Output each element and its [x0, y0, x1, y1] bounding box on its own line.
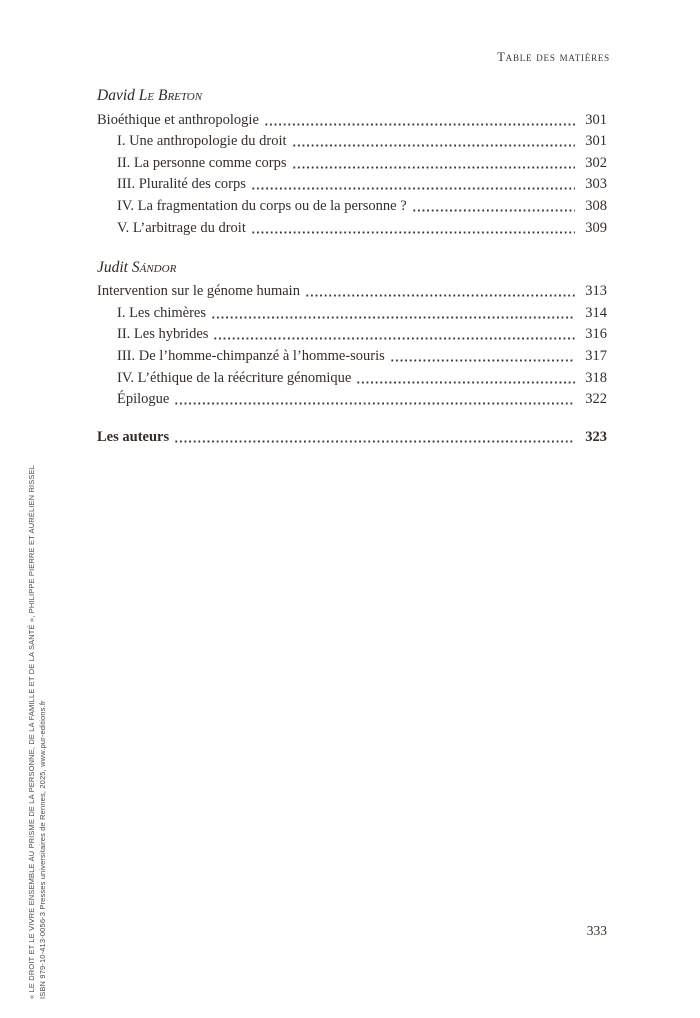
toc-chapter-entry — [97, 109, 607, 131]
toc-entry-label: I. Les chimères — [117, 304, 206, 321]
toc-entry-page: 322 — [585, 391, 607, 408]
toc-entry-label: I. Une anthropologie du droit — [117, 133, 287, 150]
dot-leader — [174, 437, 575, 443]
dot-leader — [356, 378, 575, 384]
dot-leader — [264, 120, 575, 126]
toc-section-entry — [97, 152, 607, 174]
toc-entry-page: 308 — [585, 197, 607, 214]
toc-entry-label: V. L’arbitrage du droit — [117, 219, 246, 236]
toc-section-entry — [97, 131, 607, 153]
toc-entry-page: 301 — [585, 111, 607, 128]
toc-entry-page: 314 — [585, 304, 607, 321]
page-number: 333 — [586, 923, 607, 938]
toc-entry-page: 301 — [585, 133, 607, 150]
dot-leader — [174, 399, 575, 405]
toc-section-entry — [97, 367, 607, 389]
dot-leader — [292, 141, 575, 147]
toc-section-entry — [97, 302, 607, 324]
toc-entry-page: 313 — [585, 283, 607, 300]
author-family-name: Le Breton — [138, 87, 203, 104]
author-name — [97, 259, 607, 281]
toc-entry-page: 309 — [585, 219, 607, 236]
dot-leader — [412, 206, 575, 212]
toc-section-entry — [97, 324, 607, 346]
toc-section-entry — [97, 174, 607, 196]
toc-entry-label: II. La personne comme corps — [117, 154, 287, 171]
toc-entry-page: 318 — [585, 369, 607, 386]
toc-section-entry — [97, 389, 607, 411]
spine-isbn-line: ISBN 979-10-413-0056-3 Presses universitaires de Rennes, 2025, www.pur-editions.fr — [37, 700, 47, 999]
toc-entry-label: III. De l’homme-chimpanzé à l’homme-souris — [117, 347, 385, 364]
dot-leader — [251, 228, 575, 234]
toc-section-entry — [97, 217, 607, 239]
toc-entry-label: III. Pluralité des corps — [117, 176, 246, 193]
spine-book-title: « LE DROIT ET LE VIVRE ENSEMBLE AU PRISME DE LA PERSONNE, DE LA FAMILLE ET DE LA SANTÉ », PHILIPPE PIERRE ET AURÉLIEN RISSEL — [27, 464, 36, 999]
running-head-title: Table des matières — [497, 50, 610, 64]
dot-leader — [213, 334, 575, 340]
toc-section-entry — [97, 345, 607, 367]
toc-section-entry — [97, 195, 607, 217]
table-of-contents — [97, 87, 607, 448]
author-name — [97, 87, 607, 109]
toc-entry-label: IV. L’éthique de la réécriture génomique — [117, 369, 352, 386]
dot-leader — [292, 163, 575, 169]
toc-section-group — [97, 259, 607, 411]
toc-entry-page: 317 — [585, 347, 607, 364]
toc-entry-page: 316 — [585, 326, 607, 343]
toc-entry-page: 323 — [585, 428, 607, 445]
dot-leader — [251, 184, 575, 190]
author-given-name: David — [97, 87, 135, 104]
author-family-name: Sándor — [131, 258, 177, 276]
toc-entry-label: II. Les hybrides — [117, 326, 209, 343]
toc-entry-page: 302 — [585, 154, 607, 171]
toc-entry-label: Intervention sur le génome humain — [97, 283, 300, 300]
toc-entry-label: Épilogue — [117, 391, 170, 408]
toc-chapter-entry — [97, 281, 607, 303]
author-given-name: Judit — [97, 258, 128, 276]
toc-entry-label: Bioéthique et anthropologie — [97, 111, 259, 128]
dot-leader — [211, 313, 575, 319]
spine-copyright-strip — [27, 459, 48, 999]
toc-backmatter-entry — [97, 426, 607, 448]
dot-leader — [390, 356, 575, 362]
dot-leader — [305, 291, 575, 297]
toc-entry-page: 303 — [585, 176, 607, 193]
toc-entry-label: IV. La fragmentation du corps ou de la personne ? — [117, 197, 407, 214]
toc-entry-label: Les auteurs — [97, 428, 170, 445]
